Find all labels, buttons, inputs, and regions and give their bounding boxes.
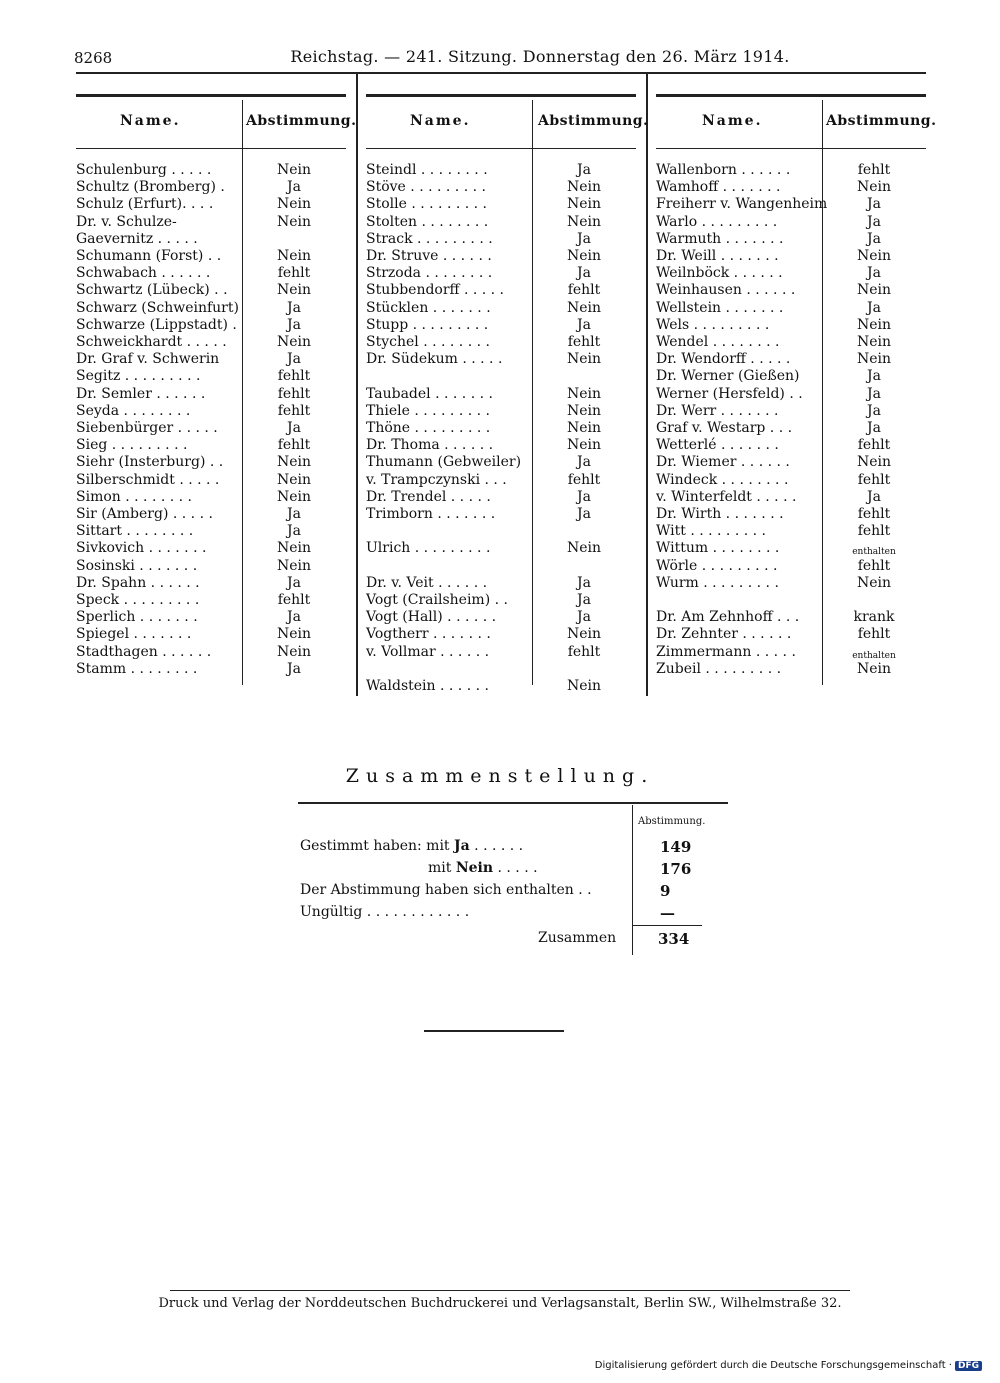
- table-top-rule-1: [76, 94, 346, 97]
- summary-divider: [632, 805, 633, 955]
- voter-vote: Nein: [566, 437, 602, 454]
- summary-label-bold: Nein: [455, 860, 494, 876]
- voter-name: Dr. Graf v. Schwerin: [76, 351, 220, 368]
- voter-vote: Nein: [276, 248, 312, 264]
- voter-vote: Nein: [276, 196, 312, 213]
- voter-name: Schwarze (Lippstadt) .: [76, 316, 237, 333]
- voter-vote: Nein: [276, 162, 312, 178]
- voter-name: Trimborn . . . . . . .: [366, 506, 496, 522]
- voter-vote: Ja: [287, 506, 301, 522]
- voter-name: Witt . . . . . . . . .: [656, 523, 766, 540]
- voter-vote: enthalten: [852, 650, 896, 661]
- summary-total-label: Zusammen: [538, 930, 617, 946]
- voter-name: Strzoda . . . . . . . .: [366, 265, 493, 282]
- voter-vote: Nein: [276, 471, 312, 488]
- voter-name: Zubeil . . . . . . . . .: [656, 660, 782, 677]
- voter-vote: Ja: [577, 316, 591, 333]
- voter-name: Taubadel . . . . . . .: [366, 385, 493, 402]
- voter-name: Schumann (Forst) . .: [76, 248, 222, 264]
- voter-vote: Nein: [566, 248, 602, 264]
- voter-name: Dr. v. Veit . . . . . .: [366, 574, 488, 591]
- summary-label-text: Der Abstimmung haben sich enthalten . .: [300, 882, 592, 898]
- voter-name: Stubbendorff . . . . .: [366, 282, 504, 299]
- voter-vote: fehlt: [857, 506, 891, 522]
- dfg-credit: [595, 1360, 982, 1371]
- voter-name: Warlo . . . . . . . . .: [656, 213, 778, 230]
- voter-name: Dr. Semler . . . . . .: [76, 385, 206, 402]
- voter-vote: Ja: [867, 265, 881, 282]
- summary-row-label: [300, 904, 469, 920]
- voter-vote: fehlt: [567, 282, 601, 299]
- voter-vote: Nein: [856, 574, 892, 591]
- voter-vote: Nein: [276, 334, 312, 350]
- voter-name: Sittart . . . . . . . .: [76, 523, 194, 540]
- voter-vote: Ja: [577, 230, 591, 247]
- divider-vote-1: [242, 100, 243, 685]
- voter-name: Waldstein . . . . . .: [366, 678, 489, 694]
- voter-name: Thiele . . . . . . . . .: [366, 402, 490, 419]
- voter-name: Stamm . . . . . . . .: [76, 660, 198, 677]
- voter-vote: fehlt: [857, 471, 891, 488]
- voter-vote: fehlt: [857, 162, 891, 178]
- summary-row-value: 149: [660, 838, 692, 856]
- voter-name: Windeck . . . . . . . .: [656, 471, 789, 488]
- voter-name: Wetterlé . . . . . . .: [656, 437, 779, 454]
- voter-vote: Nein: [276, 454, 312, 471]
- voter-vote: Nein: [566, 420, 602, 436]
- col-header-name-1: Name.: [120, 113, 181, 129]
- voter-name: Wörle . . . . . . . . .: [656, 557, 778, 574]
- voter-name: Stolle . . . . . . . . .: [366, 196, 487, 213]
- voter-name: Schulz (Erfurt). . . .: [76, 196, 214, 213]
- voter-vote: Ja: [867, 196, 881, 213]
- voter-vote: Ja: [867, 488, 881, 505]
- voter-vote: Ja: [867, 230, 881, 247]
- voter-name: Dr. Weill . . . . . . .: [656, 248, 779, 264]
- voter-vote: Nein: [856, 282, 892, 299]
- summary-label-dots: . . . . . .: [469, 838, 524, 854]
- voter-vote: Ja: [577, 454, 591, 471]
- voter-vote: Nein: [276, 626, 312, 643]
- voter-name: Strack . . . . . . . . .: [366, 230, 493, 247]
- page-header: Reichstag. — 241. Sitzung. Donnerstag den 26. März 1914.: [290, 47, 790, 66]
- voter-vote: Nein: [276, 282, 312, 299]
- page-number: 8268: [74, 49, 113, 67]
- voter-vote: fehlt: [277, 592, 311, 608]
- voter-name: Dr. Am Zehnhoff . . .: [656, 609, 800, 626]
- voter-name: Weinhausen . . . . . .: [656, 282, 796, 299]
- voter-name: v. Trampczynski . . .: [366, 471, 507, 488]
- voter-name: Wittum . . . . . . . .: [656, 540, 780, 557]
- col-header-vote-1: Abstimmung.: [246, 113, 357, 129]
- summary-total-rule: [632, 925, 702, 926]
- voter-vote: Ja: [287, 523, 301, 540]
- voter-vote: Ja: [577, 574, 591, 591]
- voter-vote: Nein: [566, 213, 602, 230]
- voter-name: Sivkovich . . . . . . .: [76, 540, 207, 557]
- divider-main-2: [646, 74, 648, 696]
- voter-vote: Ja: [867, 420, 881, 436]
- voter-name: Dr. Spahn . . . . . .: [76, 574, 200, 591]
- voter-name: Sperlich . . . . . . .: [76, 609, 198, 626]
- table-top-rule-3: [656, 94, 926, 97]
- voter-name: Siehr (Insterburg) . .: [76, 454, 224, 471]
- voter-name: Ulrich . . . . . . . . .: [366, 540, 491, 557]
- voter-name: Gaevernitz . . . . .: [76, 230, 198, 247]
- table-head-rule-3: [656, 148, 926, 149]
- voter-vote: Nein: [856, 351, 892, 368]
- summary-top-rule: [298, 802, 728, 804]
- voter-name: Dr. v. Schulze-: [76, 213, 177, 230]
- col-header-name-2: Name.: [410, 113, 471, 129]
- voter-vote: fehlt: [277, 265, 311, 282]
- voter-vote: Ja: [867, 385, 881, 402]
- voter-name: Wels . . . . . . . . .: [656, 316, 770, 333]
- voter-name: Dr. Südekum . . . . .: [366, 351, 503, 368]
- voter-name: v. Vollmar . . . . . .: [366, 643, 490, 660]
- voter-name: Sosinski . . . . . . .: [76, 557, 198, 574]
- footer-imprint: Druck und Verlag der Norddeutschen Buchdruckerei und Verlagsanstalt, Berlin SW., Wilhelmstraße 32.: [158, 1296, 842, 1311]
- voter-vote: fehlt: [857, 523, 891, 540]
- voter-vote: Ja: [867, 402, 881, 419]
- voter-vote: Ja: [577, 592, 591, 608]
- voter-vote: Nein: [856, 179, 892, 196]
- dfg-credit-text: Digitalisierung gefördert durch die Deutsche Forschungsgemeinschaft ·: [594, 1360, 952, 1371]
- voter-vote: Ja: [577, 506, 591, 522]
- divider-main-1: [356, 74, 358, 696]
- voter-vote: fehlt: [857, 626, 891, 643]
- top-rule: [76, 72, 926, 74]
- voter-name: Schulenburg . . . . .: [76, 162, 212, 178]
- voter-name: Schwarz (Schweinfurt): [76, 299, 239, 316]
- table-head-rule-2: [366, 148, 636, 149]
- voter-vote: Ja: [577, 265, 591, 282]
- voter-vote: Nein: [566, 385, 602, 402]
- voter-vote: Nein: [566, 678, 602, 694]
- summary-label-dots: . . . . .: [493, 860, 538, 876]
- voter-vote: Nein: [566, 351, 602, 368]
- voter-name: Silberschmidt . . . . .: [76, 471, 220, 488]
- voter-name: Stücklen . . . . . . .: [366, 299, 491, 316]
- voter-name: Vogt (Hall) . . . . . .: [366, 609, 497, 626]
- voter-vote: Ja: [287, 420, 301, 436]
- voter-name: Schwabach . . . . . .: [76, 265, 211, 282]
- voter-vote: Nein: [566, 402, 602, 419]
- voter-name: Dr. Werner (Gießen): [656, 368, 800, 385]
- summary-label-text: mit: [428, 860, 456, 876]
- divider-vote-2: [532, 100, 533, 685]
- col-header-vote-2: Abstimmung.: [538, 113, 649, 129]
- summary-row-label: [300, 882, 592, 898]
- col-header-vote-3: Abstimmung.: [826, 113, 937, 129]
- voter-name: Dr. Werr . . . . . . .: [656, 402, 779, 419]
- voter-name: Siebenbürger . . . . .: [76, 420, 218, 436]
- voter-name: Dr. Wirth . . . . . . .: [656, 506, 784, 522]
- voter-vote: fehlt: [857, 437, 891, 454]
- table-head-rule-1: [76, 148, 346, 149]
- footer-rule: [170, 1290, 850, 1291]
- voter-name: Schultz (Bromberg) .: [76, 179, 225, 196]
- voter-name: Speck . . . . . . . . .: [76, 592, 200, 608]
- voter-vote: fehlt: [567, 643, 601, 660]
- voter-vote: Ja: [287, 316, 301, 333]
- voter-name: Warmuth . . . . . . .: [656, 230, 784, 247]
- voter-name: Wurm . . . . . . . . .: [656, 574, 779, 591]
- voter-vote: Nein: [276, 540, 312, 557]
- voter-vote: Nein: [856, 248, 892, 264]
- voter-vote: krank: [853, 609, 895, 626]
- voter-name: Stychel . . . . . . . .: [366, 334, 490, 350]
- voter-vote: Ja: [577, 488, 591, 505]
- summary-row-label: [300, 838, 523, 854]
- voter-name: Wendel . . . . . . . .: [656, 334, 780, 350]
- voter-name: Sieg . . . . . . . . .: [76, 437, 188, 454]
- voter-vote: Ja: [287, 299, 301, 316]
- voter-vote: fehlt: [277, 368, 311, 385]
- voter-vote: Nein: [276, 643, 312, 660]
- voter-name: Vogtherr . . . . . . .: [366, 626, 491, 643]
- summary-title: Zusammenstellung.: [345, 765, 655, 787]
- voter-vote: fehlt: [857, 557, 891, 574]
- summary-label-bold: Ja: [454, 838, 470, 854]
- voter-name: Freiherr v. Wangenheim: [656, 196, 828, 213]
- voter-vote: Ja: [287, 609, 301, 626]
- voter-name: Thöne . . . . . . . . .: [366, 420, 491, 436]
- voter-vote: Nein: [566, 626, 602, 643]
- voter-vote: Ja: [287, 351, 301, 368]
- summary-row-value: 9: [660, 882, 671, 900]
- voter-vote: Ja: [577, 609, 591, 626]
- voter-name: Dr. Trendel . . . . .: [366, 488, 491, 505]
- voter-vote: fehlt: [277, 437, 311, 454]
- voter-name: Segitz . . . . . . . . .: [76, 368, 201, 385]
- divider-vote-3: [822, 100, 823, 685]
- summary-total-value: 334: [658, 930, 690, 948]
- voter-name: Steindl . . . . . . . .: [366, 162, 488, 178]
- voter-vote: Nein: [566, 179, 602, 196]
- voter-vote: Nein: [856, 334, 892, 350]
- voter-vote: Nein: [856, 316, 892, 333]
- voter-vote: Nein: [276, 213, 312, 230]
- voter-vote: Nein: [856, 660, 892, 677]
- voter-name: Schwartz (Lübeck) . .: [76, 282, 228, 299]
- voter-name: Stolten . . . . . . . .: [366, 213, 489, 230]
- voter-name: v. Winterfeldt . . . . .: [656, 488, 797, 505]
- voter-name: Thumann (Gebweiler): [366, 454, 522, 471]
- voter-name: Wamhoff . . . . . . .: [656, 179, 781, 196]
- voter-vote: Ja: [577, 162, 591, 178]
- voter-vote: Ja: [287, 574, 301, 591]
- voter-vote: fehlt: [567, 471, 601, 488]
- voter-name: Spiegel . . . . . . .: [76, 626, 192, 643]
- voter-name: Werner (Hersfeld) . .: [656, 385, 803, 402]
- voter-vote: Nein: [276, 557, 312, 574]
- voter-vote: fehlt: [277, 385, 311, 402]
- voter-name: Dr. Struve . . . . . .: [366, 248, 492, 264]
- voter-vote: Nein: [856, 454, 892, 471]
- voter-name: Vogt (Crailsheim) . .: [366, 592, 508, 608]
- voter-name: Wellstein . . . . . . .: [656, 299, 784, 316]
- voter-name: Dr. Wendorff . . . . .: [656, 351, 791, 368]
- voter-name: Dr. Zehnter . . . . . .: [656, 626, 792, 643]
- voter-vote: Nein: [566, 299, 602, 316]
- voter-vote: Nein: [276, 488, 312, 505]
- voter-name: Dr. Wiemer . . . . . .: [656, 454, 790, 471]
- voter-name: Graf v. Westarp . . .: [656, 420, 793, 436]
- voter-name: Stadthagen . . . . . .: [76, 643, 212, 660]
- voter-name: Weilnböck . . . . . .: [656, 265, 783, 282]
- summary-row-value: 176: [660, 860, 692, 878]
- voter-name: Zimmermann . . . . .: [656, 643, 796, 660]
- summary-row-value: —: [660, 904, 675, 922]
- voter-name: Schweickhardt . . . . .: [76, 334, 227, 350]
- voter-vote: fehlt: [277, 402, 311, 419]
- voter-name: Stupp . . . . . . . . .: [366, 316, 489, 333]
- col-header-name-3: Name.: [702, 113, 763, 129]
- summary-col-header: Abstimmung.: [638, 816, 706, 827]
- voter-vote: enthalten: [852, 547, 896, 558]
- voter-name: Sir (Amberg) . . . . .: [76, 506, 213, 522]
- voter-vote: Ja: [867, 299, 881, 316]
- voter-name: Seyda . . . . . . . .: [76, 402, 191, 419]
- voter-vote: Ja: [287, 179, 301, 196]
- summary-row-label: [428, 860, 538, 876]
- voter-vote: Nein: [566, 196, 602, 213]
- voter-vote: Ja: [287, 660, 301, 677]
- summary-label-text: Gestimmt haben: mit: [300, 838, 455, 854]
- voter-vote: fehlt: [567, 334, 601, 350]
- voter-name: Stöve . . . . . . . . .: [366, 179, 486, 196]
- voter-name: Simon . . . . . . . .: [76, 488, 192, 505]
- voter-vote: Ja: [867, 213, 881, 230]
- summary-label-text: Ungültig . . . . . . . . . . . .: [300, 904, 470, 920]
- voter-name: Dr. Thoma . . . . . .: [366, 437, 494, 454]
- voter-vote: Nein: [566, 540, 602, 557]
- voter-name: Wallenborn . . . . . .: [656, 162, 791, 178]
- table-top-rule-2: [366, 94, 636, 97]
- dfg-logo: DFG: [955, 1361, 982, 1371]
- voter-vote: Ja: [867, 368, 881, 385]
- closing-rule: [424, 1030, 564, 1032]
